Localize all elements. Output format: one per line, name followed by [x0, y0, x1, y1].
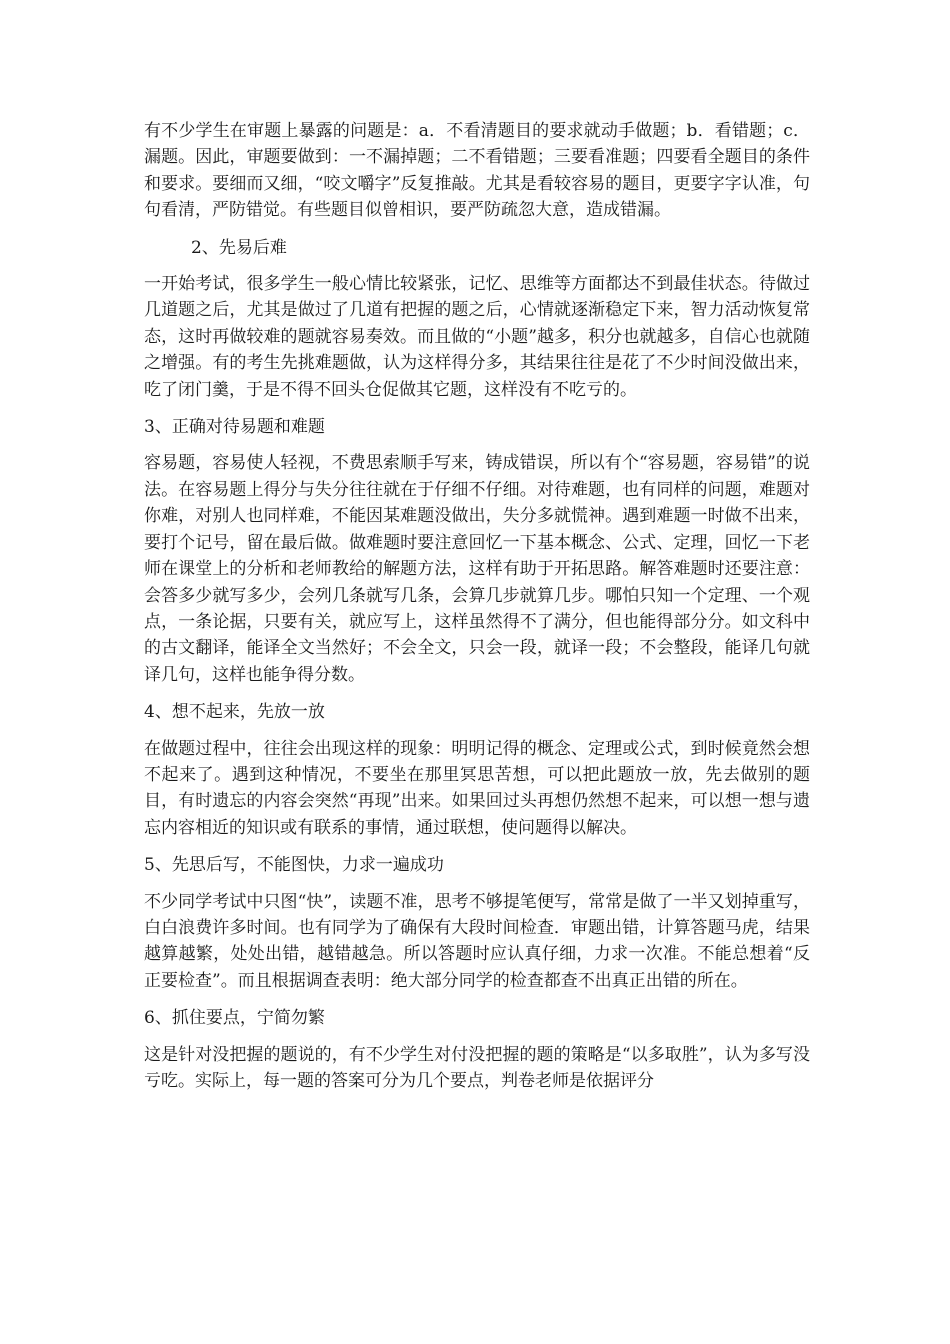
heading-set-aside: 4、想不起来，先放一放	[144, 702, 325, 723]
paragraph-easy-first: 一开始考试，很多学生一般心情比较紧张，记忆、思维等方面都达不到最佳状态。待做过几道题之后，尤其是做过了几道有把握的题之后，心情就逐渐稳定下来，智力活动恢复常态，这时再做较难的题就容易奏效。而且做的“小题”越多，积分也就越多，自信心也就随之增强。有的考生先挑难题做，认为这样得分多，其结果往往是花了不少时间没做出来，吃了闭门羹，于是不得不回头仓促做其它题，这样没有不吃亏的。	[144, 274, 810, 400]
document-page	[144, 118, 810, 1105]
paragraph-set-aside: 在做题过程中，往往会出现这样的现象：明明记得的概念、定理或公式，到时候竟然会想不起来了。遇到这种情况，不要坐在那里冥思苦想，可以把此题放一放，先去做别的题目，有时遗忘的内容会突然“再现”出来。如果回过头再想仍然想不起来，可以想一想与遗忘内容相近的知识或有联系的事情，通过联想，使问题得以解决。	[144, 738, 810, 838]
paragraph-key-points: 这是针对没把握的题说的，有不少学生对付没把握的题的策略是“以多取胜”，认为多写没亏吃。实际上，每一题的答案可分为几个要点，判卷老师是依据评分	[144, 1044, 810, 1091]
heading-easy-first: 2、先易后难	[191, 237, 287, 258]
paragraph-easy-and-hard: 容易题，容易使人轻视，不费思索顺手写来，铸成错误，所以有个“容易题，容易错”的说法。在容易题上得分与失分往往就在于仔细不仔细。对待难题，也有同样的问题，难题对你难，对别人也同样难，不能因某难题没做出，失分多就慌神。遇到难题一时做不出来，要打个记号，留在最后做。做难题时要注意回忆一下基本概念、公式、定理，回忆一下老师在课堂上的分析和老师教给的解题方法，这样有助于开拓思路。解答难题时还要注意：会答多少就写多少，会列几条就写几条，会算几步就算几步。哪怕只知一个定理、一个观点，一条论据，只要有关，就应写上，这样虽然得不了满分，但也能得部分分。如文科中的古文翻译，能译全文当然好；不会全文，只会一段，就译一段；不会整段，能译几句就译几句，这样也能争得分数。	[144, 453, 810, 685]
heading-easy-and-hard: 3、正确对待易题和难题	[144, 417, 325, 438]
paragraph-review-questions: 有不少学生在审题上暴露的问题是：a．不看清题目的要求就动手做题；b．看错题；c．漏题。因此，审题要做到：一不漏掉题；二不看错题；三要看准题；四要看全题目的条件和要求。要细而又细，“咬文嚼字”反复推敲。尤其是看较容易的题目，更要字字认准，句句看清，严防错觉。有些题目似曾相识，要严防疏忽大意，造成错漏。	[144, 121, 810, 221]
paragraph-think-first: 不少同学考试中只图“快”，读题不准，思考不够提笔便写，常常是做了一半又划掉重写，白白浪费许多时间。也有同学为了确保有大段时间检查．审题出错，计算答题马虎，结果越算越繁，处处出错，越错越急。所以答题时应认真仔细，力求一次准。不能总想着“反正要检查”。而且根据调查表明：绝大部分同学的检查都查不出真正出错的所在。	[144, 891, 810, 991]
heading-key-points: 6、抓住要点，宁简勿繁	[144, 1008, 325, 1029]
heading-think-first: 5、先思后写，不能图快，力求一遍成功	[144, 855, 444, 876]
